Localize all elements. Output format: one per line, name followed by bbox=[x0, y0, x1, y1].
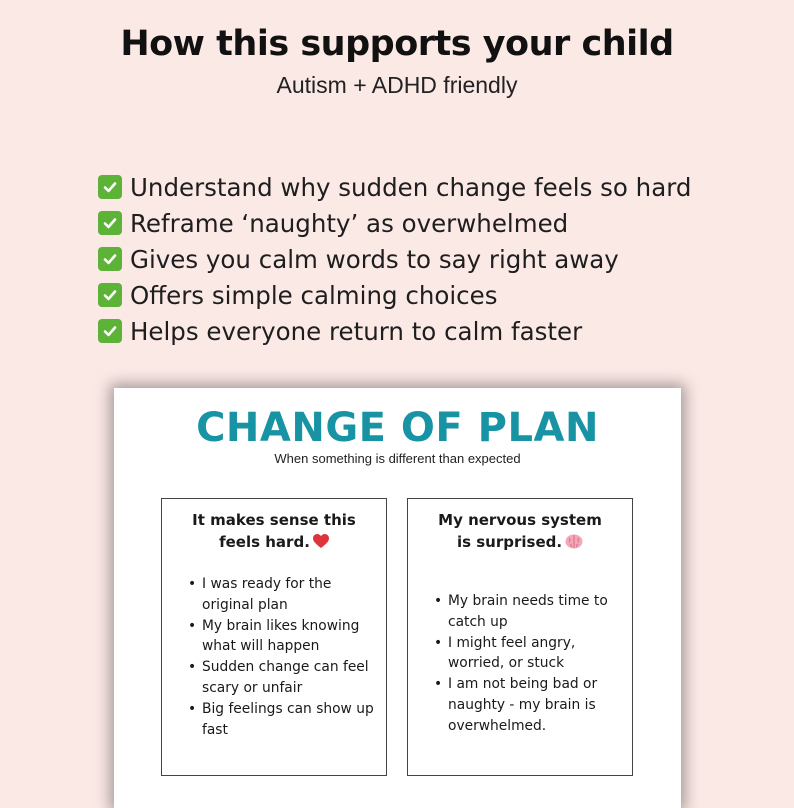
check-icon bbox=[98, 247, 122, 271]
right-panel bbox=[407, 498, 633, 776]
check-icon bbox=[98, 211, 122, 235]
benefit-item bbox=[98, 241, 778, 277]
benefit-item bbox=[98, 205, 778, 241]
check-icon bbox=[98, 283, 122, 307]
list-item: • I am not being bad or naughty - my brain is overwhelmed. bbox=[434, 674, 624, 736]
worksheet-subtitle: When something is different than expected bbox=[274, 451, 521, 466]
list-item: • My brain needs time to catch up bbox=[434, 591, 624, 633]
brain-icon bbox=[565, 533, 583, 555]
benefit-item bbox=[98, 277, 778, 313]
left-panel-heading bbox=[162, 509, 386, 555]
benefit-text: Offers simple calming choices bbox=[130, 280, 498, 310]
benefit-item bbox=[98, 169, 778, 205]
list-item: • Big feelings can show up fast bbox=[188, 699, 378, 741]
benefit-item bbox=[98, 313, 778, 349]
list-item: • Sudden change can feel scary or unfair bbox=[188, 657, 378, 699]
worksheet-title: CHANGE OF PLAN bbox=[196, 405, 599, 451]
right-panel-heading bbox=[408, 509, 632, 555]
benefits-list bbox=[98, 169, 778, 349]
list-item: • I might feel angry, worried, or stuck bbox=[434, 633, 624, 675]
benefit-text: Understand why sudden change feels so hard bbox=[130, 172, 692, 202]
benefit-text: Reframe ‘naughty’ as overwhelmed bbox=[130, 208, 569, 238]
left-heading-line2: feels hard. bbox=[219, 533, 310, 551]
check-icon bbox=[98, 175, 122, 199]
right-heading-line2: is surprised. bbox=[456, 533, 563, 551]
left-panel bbox=[161, 498, 387, 776]
right-heading-line2-wrap bbox=[408, 531, 632, 555]
benefit-text: Gives you calm words to say right away bbox=[130, 244, 619, 274]
list-item: • My brain likes knowing what will happen bbox=[188, 616, 378, 658]
left-heading-line1: It makes sense this bbox=[192, 511, 356, 529]
right-heading-line1: My nervous system bbox=[438, 511, 602, 529]
page-title: How this supports your child bbox=[120, 24, 674, 64]
list-item: • I was ready for the original plan bbox=[188, 574, 378, 616]
left-heading-line2-wrap bbox=[162, 531, 386, 555]
heart-icon bbox=[313, 533, 329, 555]
check-icon bbox=[98, 319, 122, 343]
page-subtitle: Autism + ADHD friendly bbox=[276, 72, 518, 98]
right-bullet-list bbox=[434, 591, 624, 737]
benefit-text: Helps everyone return to calm faster bbox=[130, 316, 583, 346]
left-bullet-list bbox=[188, 574, 378, 740]
